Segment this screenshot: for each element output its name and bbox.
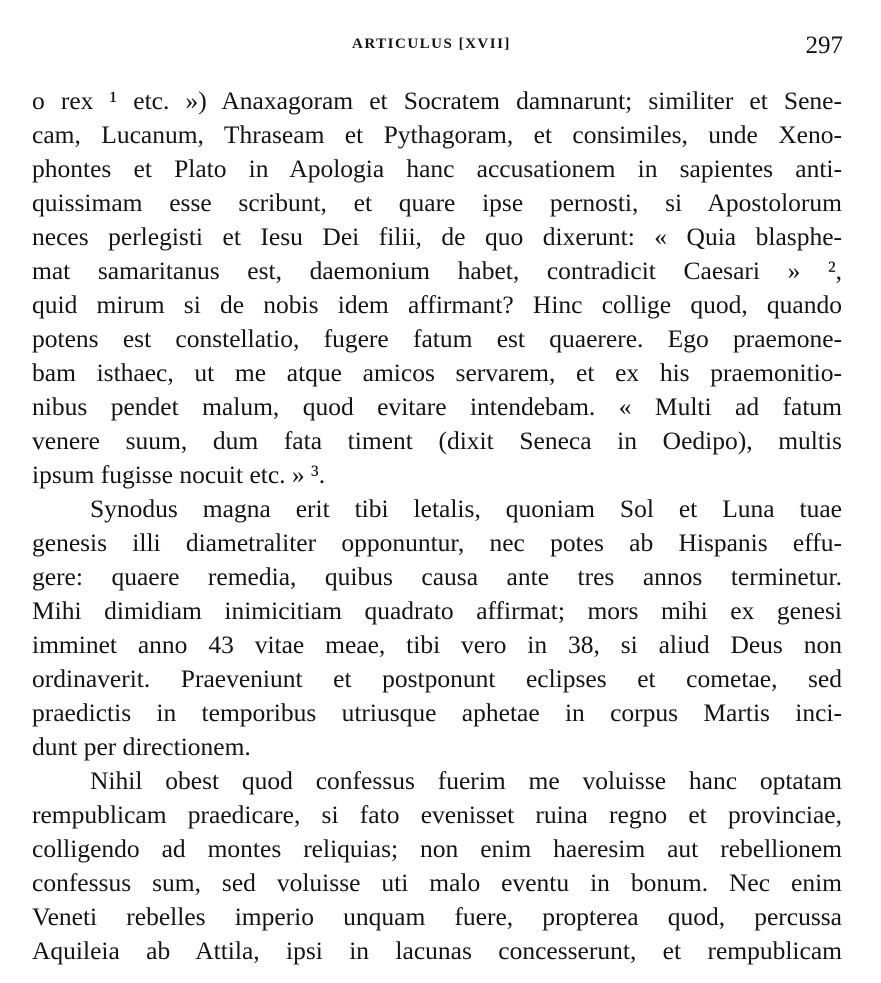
paragraph-1 bbox=[32, 84, 842, 492]
paragraph-2 bbox=[32, 492, 842, 764]
text-line: Aquileia ab Attila, ipsi in lacunas concesserunt, et rempublicam bbox=[32, 936, 842, 965]
text-line: confessus sum, sed voluisse uti malo eventu in bonum. Nec enim bbox=[32, 868, 842, 897]
text-line: praedictis in temporibus utriusque aphetae in corpus Martis inci- bbox=[32, 698, 842, 727]
text-line: dunt per directionem. bbox=[32, 732, 251, 761]
text-line: Nihil obest quod confessus fuerim me voluisse hanc optatam bbox=[90, 766, 842, 795]
text-line: Synodus magna erit tibi letalis, quoniam Sol et Luna tuae bbox=[90, 494, 842, 523]
text-line: gere: quaere remedia, quibus causa ante tres annos terminetur. bbox=[32, 562, 842, 591]
text-line: quid mirum si de nobis idem affirmant? Hinc collige quod, quando bbox=[32, 290, 842, 319]
paragraph-3 bbox=[32, 764, 842, 968]
text-line: ordinaverit. Praeveniunt et postponunt eclipses et cometae, sed bbox=[32, 664, 842, 693]
text-line: mat samaritanus est, daemonium habet, contradicit Caesari » ², bbox=[32, 256, 842, 285]
page-number: 297 bbox=[805, 32, 843, 59]
text-line: quissimam esse scribunt, et quare ipse pernosti, si Apostolorum bbox=[32, 188, 842, 217]
text-line: genesis illi diametraliter opponuntur, nec potes ab Hispanis effu- bbox=[32, 528, 842, 557]
text-line: colligendo ad montes reliquias; non enim haeresim aut rebellionem bbox=[32, 834, 842, 863]
text-line: nibus pendet malum, quod evitare intendebam. « Multi ad fatum bbox=[32, 392, 842, 421]
text-line: imminet anno 43 vitae meae, tibi vero in 38, si aliud Deus non bbox=[32, 630, 842, 659]
text-line: venere suum, dum fata timent (dixit Seneca in Oedipo), multis bbox=[32, 426, 842, 455]
text-line: Veneti rebelles imperio unquam fuere, propterea quod, percussa bbox=[32, 902, 842, 931]
text-line: neces perlegisti et Iesu Dei filii, de quo dixerunt: « Quia blasphe- bbox=[32, 222, 842, 251]
text-line: cam, Lucanum, Thraseam et Pythagoram, et consimiles, unde Xeno- bbox=[32, 120, 842, 149]
body-text bbox=[32, 84, 842, 968]
text-line: o rex ¹ etc. ») Anaxagoram et Socratem damnarunt; similiter et Sene- bbox=[32, 86, 842, 115]
running-head: ARTICULUS [XVII] bbox=[352, 36, 511, 52]
text-line: potens est constellatio, fugere fatum est quaerere. Ego praemone- bbox=[32, 324, 842, 353]
text-line: Mihi dimidiam inimicitiam quadrato affirmat; mors mihi ex genesi bbox=[32, 596, 842, 625]
text-line: rempublicam praedicare, si fato evenisset ruina regno et provinciae, bbox=[32, 800, 842, 829]
text-line: bam isthaec, ut me atque amicos servarem, et ex his praemonitio- bbox=[32, 358, 842, 387]
text-line: ipsum fugisse nocuit etc. » ³. bbox=[32, 460, 326, 489]
text-line: phontes et Plato in Apologia hanc accusationem in sapientes anti- bbox=[32, 154, 842, 183]
